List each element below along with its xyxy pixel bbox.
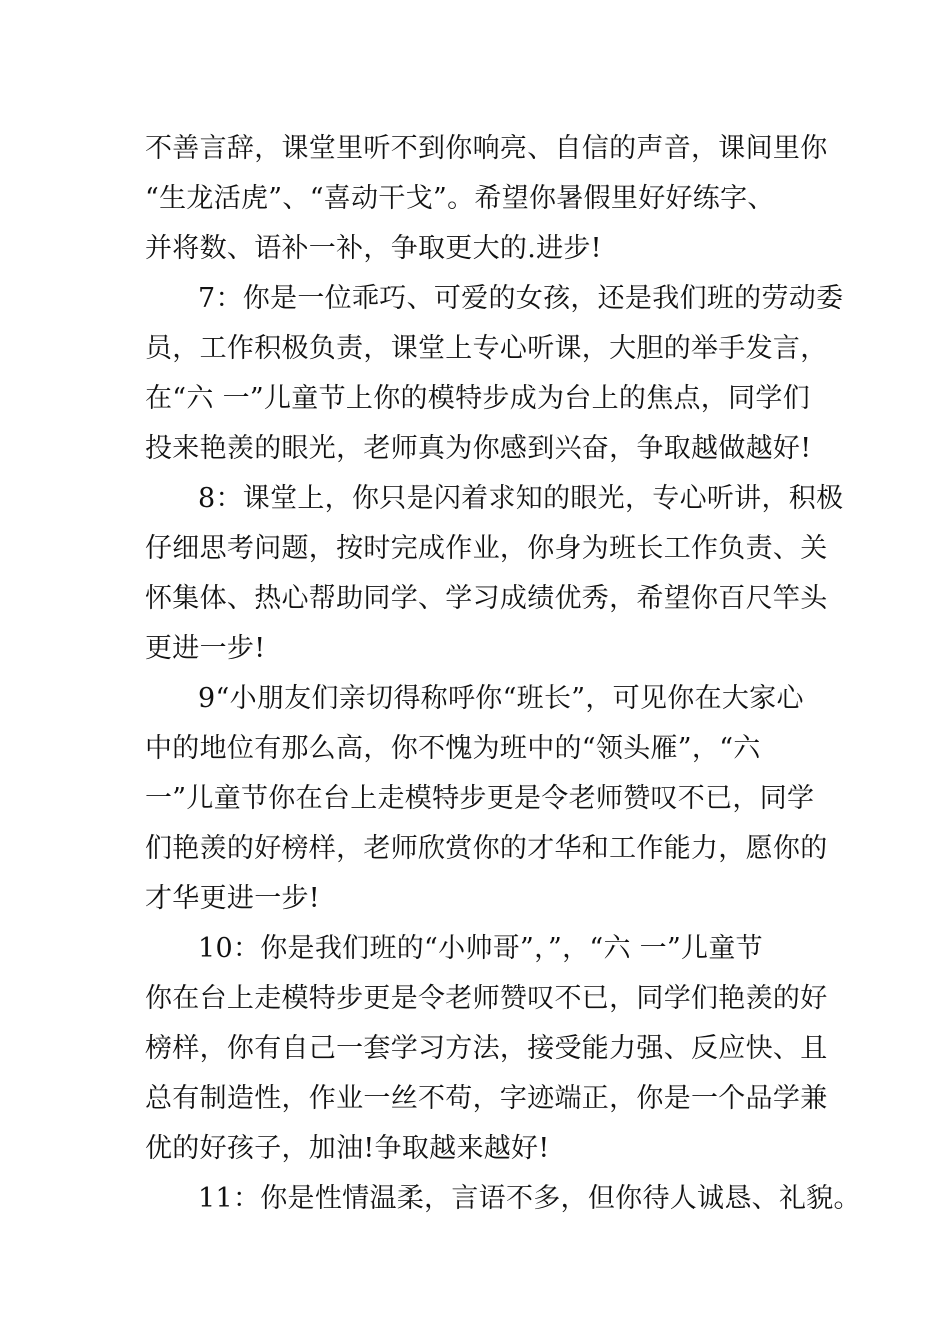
text-line-17: 10：你是我们班的“小帅哥”，”，“六 一”儿童节 [198, 933, 763, 964]
text-line-15: 们艳羡的好榜样，老师欣赏你的才华和工作能力，愿你的 [145, 833, 828, 864]
text-line-13: 中的地位有那么高，你不愧为班中的“领头雁”，“六 [145, 733, 761, 764]
text-line-12: 9“小朋友们亲切得称呼你“班长”，可见你在大家心 [198, 683, 804, 714]
text-line-22: 11：你是性情温柔，言语不多，但你待人诚恳、礼貌。 [198, 1183, 861, 1214]
text-line-5: 员，工作积极负责，课堂上专心听课，大胆的举手发言， [145, 333, 828, 364]
text-line-18: 你在台上走模特步更是令老师赞叹不已，同学们艳羡的好 [145, 983, 828, 1014]
text-line-14: 一”儿童节你在台上走模特步更是令老师赞叹不已，同学 [145, 783, 815, 814]
text-line-6: 在“六 一”儿童节上你的模特步成为台上的焦点，同学们 [145, 383, 810, 414]
text-line-1: 不善言辞，课堂里听不到你响亮、自信的声音，课间里你 [145, 133, 828, 164]
text-line-3: 并将数、语补一补，争取更大的.进步! [145, 233, 602, 264]
text-line-8: 8：课堂上，你只是闪着求知的眼光，专心听讲，积极 [198, 483, 844, 514]
text-line-7: 投来艳羡的眼光，老师真为你感到兴奋，争取越做越好! [145, 433, 812, 464]
text-line-21: 优的好孩子，加油!争取越来越好! [145, 1133, 550, 1164]
text-line-20: 总有制造性，作业一丝不苟，字迹端正，你是一个品学兼 [145, 1083, 828, 1114]
text-line-16: 才华更进一步! [145, 883, 320, 914]
text-line-2: “生龙活虎”、“喜动干戈”。希望你暑假里好好练字、 [145, 183, 775, 214]
text-line-19: 榜样，你有自己一套学习方法，接受能力强、反应快、且 [145, 1033, 828, 1064]
text-line-10: 怀集体、热心帮助同学、学习成绩优秀，希望你百尺竿头 [145, 583, 828, 614]
text-line-9: 仔细思考问题，按时完成作业，你身为班长工作负责、关 [145, 533, 828, 564]
text-line-11: 更进一步! [145, 633, 266, 664]
text-line-4: 7：你是一位乖巧、可爱的女孩，还是我们班的劳动委 [198, 283, 844, 314]
